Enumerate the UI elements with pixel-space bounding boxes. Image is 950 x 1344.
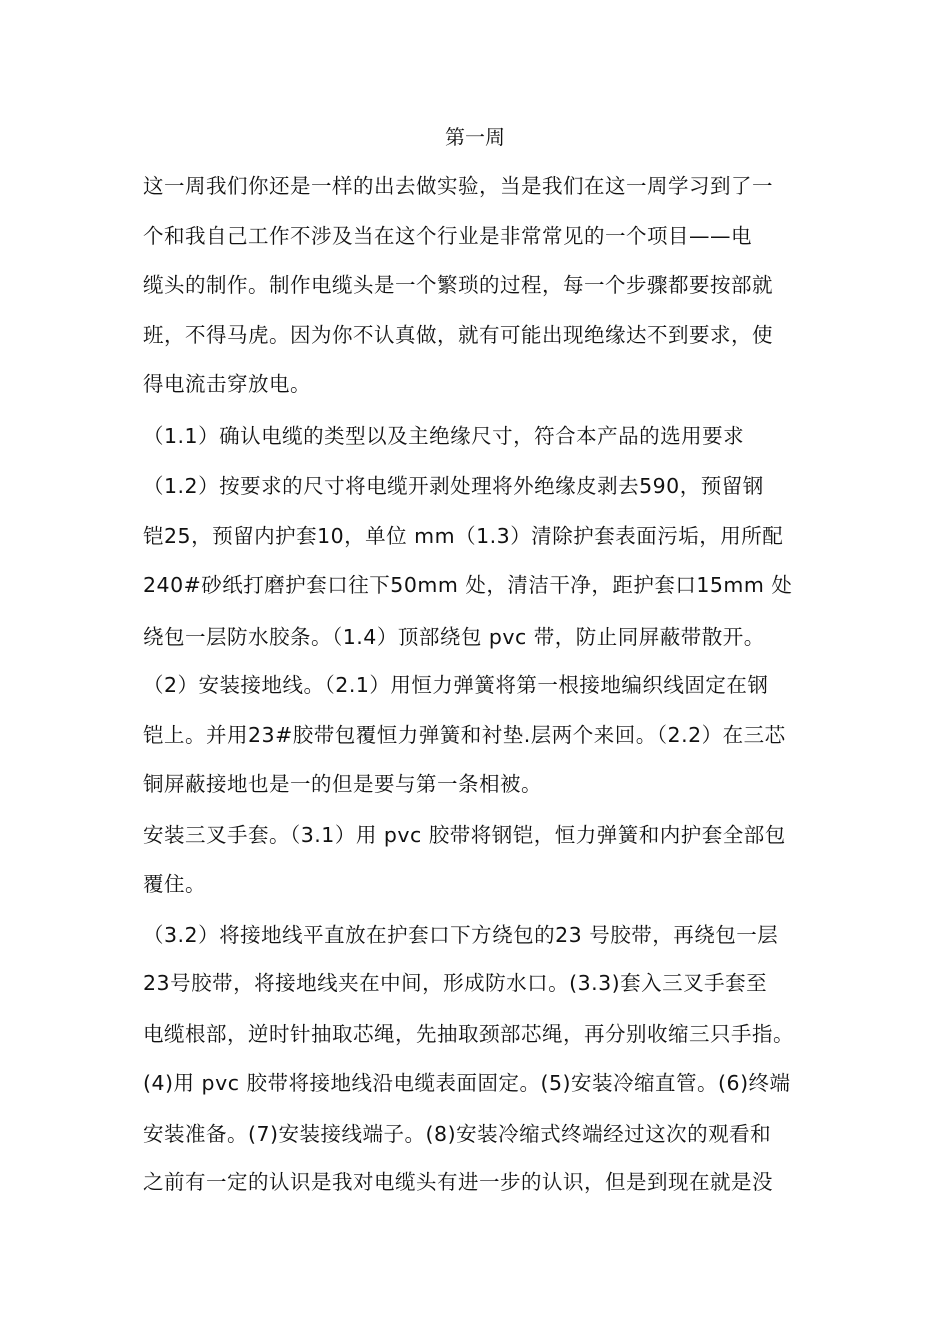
text-line: 班，不得马虎。因为你不认真做，就有可能出现绝缘达不到要求，使 [143,323,773,347]
text-line: 覆住。 [143,872,206,896]
text-line: 23号胶带，将接地线夹在中间，形成防水口。(3.3)套入三叉手套至 [143,971,768,995]
text-line: （1.2）按要求的尺寸将电缆开剥处理将外绝缘皮剥去590，预留钢 [143,474,764,498]
text-line: 电缆根部，逆时针抽取芯绳，先抽取颈部芯绳，再分别收缩三只手指。 [143,1022,794,1046]
text-line: 之前有一定的认识是我对电缆头有进一步的认识，但是到现在就是没 [143,1170,773,1194]
text-line: （1.1）确认电缆的类型以及主绝缘尺寸，符合本产品的选用要求 [143,424,745,448]
text-line: 铠上。并用23#胶带包覆恒力弹簧和衬垫.层两个来回。（2.2）在三芯 [143,723,786,747]
text-line: 绕包一层防水胶条。（1.4）顶部绕包 pvc 带，防止同屏蔽带散开。 [143,625,765,649]
page-title: 第一周 [445,125,505,149]
text-line: 240#砂纸打磨护套口往下50mm 处，清洁干净，距护套口15mm 处 [143,573,793,597]
text-line: 铠25，预留内护套10，单位 mm（1.3）清除护套表面污垢，用所配 [143,524,784,548]
text-line: 这一周我们你还是一样的出去做实验，当是我们在这一周学习到了一 [143,174,773,198]
text-line: 个和我自己工作不涉及当在这个行业是非常常见的一个项目——电 [143,224,752,248]
text-line: （2）安装接地线。（2.1）用恒力弹簧将第一根接地编织线固定在钢 [143,673,769,697]
text-line: 铜屏蔽接地也是一的但是要与第一条相被。 [143,772,542,796]
text-line: 得电流击穿放电。 [143,372,311,396]
text-line: 安装准备。(7)安装接线端子。(8)安装冷缩式终端经过这次的观看和 [143,1122,772,1146]
text-line: (4)用 pvc 胶带将接地线沿电缆表面固定。(5)安装冷缩直管。(6)终端 [143,1071,791,1095]
text-line: 缆头的制作。制作电缆头是一个繁琐的过程，每一个步骤都要按部就 [143,273,773,297]
text-line: 安装三叉手套。（3.1）用 pvc 胶带将钢铠，恒力弹簧和内护套全部包 [143,823,786,847]
text-line: （3.2）将接地线平直放在护套口下方绕包的23 号胶带，再绕包一层 [143,923,779,947]
